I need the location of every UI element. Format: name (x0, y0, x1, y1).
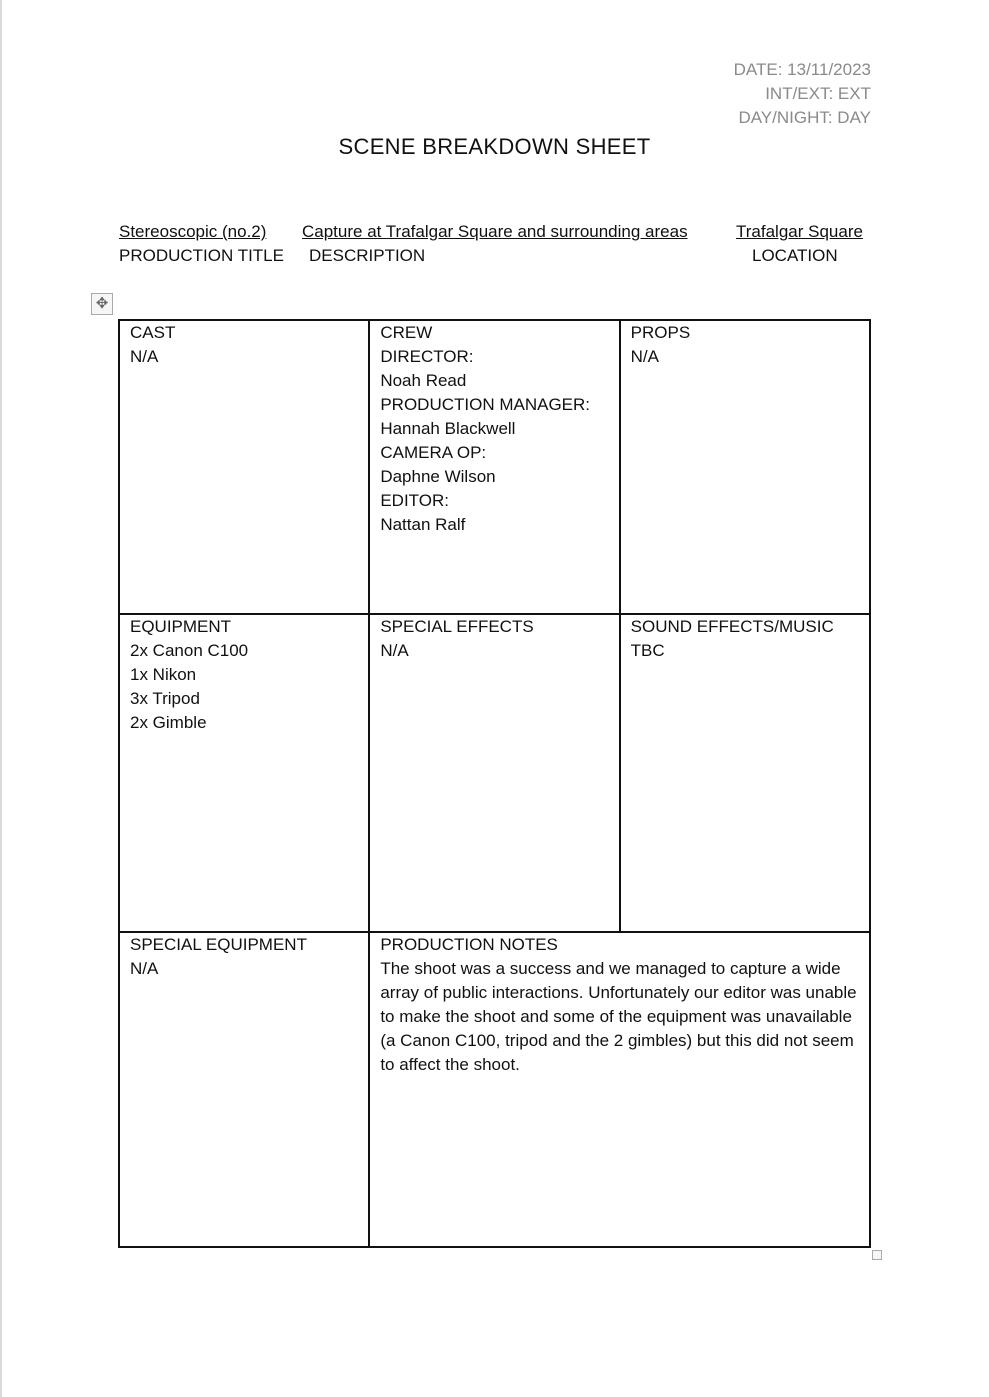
equipment-cell[interactable] (119, 614, 369, 932)
crew-line: Nattan Ralf (380, 515, 466, 534)
crew-label: CREW (380, 323, 433, 342)
crew-line: Daphne Wilson (380, 467, 496, 486)
production-notes-label: PRODUCTION NOTES (380, 935, 558, 954)
props-label: PROPS (630, 323, 691, 342)
equipment-line: 2x Canon C100 (130, 641, 249, 660)
day-night-field: DAY/NIGHT: DAY (738, 108, 871, 127)
breakdown-table (118, 319, 871, 1248)
crew-line: EDITOR: (380, 491, 449, 510)
description-block (302, 220, 688, 268)
special-effects-value: N/A (380, 641, 409, 660)
location-block (736, 220, 863, 268)
sound-effects-value: TBC (630, 641, 665, 660)
crew-line: PRODUCTION MANAGER: (380, 395, 591, 414)
page-edge (0, 0, 2, 1397)
crew-line: Hannah Blackwell (380, 419, 516, 438)
cast-cell[interactable] (119, 320, 369, 614)
production-title-value: Stereoscopic (no.2) (119, 222, 267, 241)
description-value: Capture at Trafalgar Square and surrounding areas (302, 222, 688, 241)
resize-handle-icon[interactable] (872, 1250, 882, 1260)
location-value: Trafalgar Square (736, 222, 863, 241)
production-title-block (119, 220, 284, 268)
crew-line: CAMERA OP: (380, 443, 487, 462)
props-value: N/A (630, 347, 659, 366)
crew-line: DIRECTOR: (380, 347, 474, 366)
special-equipment-cell[interactable] (119, 932, 369, 1247)
location-label: LOCATION (752, 246, 838, 265)
cast-value: N/A (130, 347, 159, 366)
description-label: DESCRIPTION (309, 246, 426, 265)
special-equipment-value: N/A (130, 959, 159, 978)
production-title-label: PRODUCTION TITLE (119, 246, 284, 265)
production-notes-text: The shoot was a success and we managed to capture a wide array of public interactions. Unfortunately our editor was unable to make the shoot and some of the equipment was unavailable (a Canon C100, tripod and the 2 gimbles) but this did not seem to affect the shoot. (380, 959, 857, 1074)
date-field: DATE: 13/11/2023 (733, 60, 871, 79)
equipment-line: 1x Nikon (130, 665, 197, 684)
special-equipment-label: SPECIAL EQUIPMENT (130, 935, 307, 954)
header-meta (734, 58, 871, 130)
production-notes-cell[interactable] (369, 932, 870, 1247)
crew-cell[interactable] (369, 320, 619, 614)
cast-label: CAST (130, 323, 176, 342)
sound-effects-label: SOUND EFFECTS/MUSIC (630, 617, 834, 636)
document-title: SCENE BREAKDOWN SHEET (338, 134, 651, 159)
equipment-label: EQUIPMENT (130, 617, 232, 636)
special-effects-cell[interactable] (369, 614, 619, 932)
special-effects-label: SPECIAL EFFECTS (380, 617, 534, 636)
sound-effects-cell[interactable] (620, 614, 870, 932)
props-cell[interactable] (620, 320, 870, 614)
int-ext-field: INT/EXT: EXT (765, 84, 871, 103)
crew-line: Noah Read (380, 371, 467, 390)
equipment-line: 3x Tripod (130, 689, 200, 708)
equipment-line: 2x Gimble (130, 713, 207, 732)
move-icon[interactable]: ✥ (91, 293, 113, 315)
